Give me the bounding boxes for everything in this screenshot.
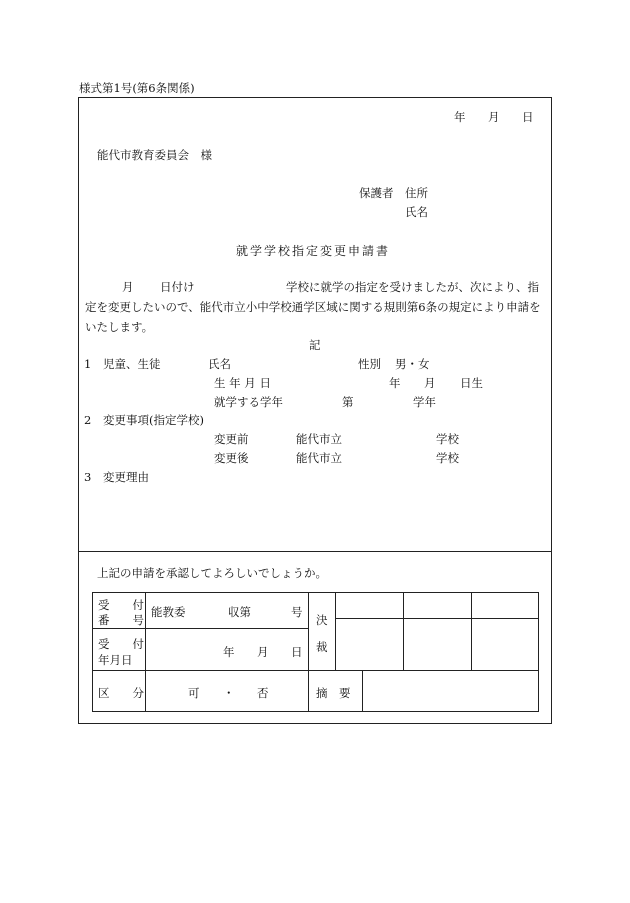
item2-after-school: 学校 (436, 451, 459, 465)
item2-before-school: 学校 (436, 432, 459, 446)
approval-col-line-4 (403, 592, 404, 670)
item2-after-city: 能代市立 (296, 451, 342, 465)
category-label: 区 分 (98, 686, 144, 700)
document-title: 就学学校指定変更申請書 (236, 244, 391, 258)
receipt-date-label-2: 年月日 (98, 653, 133, 667)
addressee: 能代市教育委員会 様 (97, 148, 212, 162)
receipt-date-year: 年 (223, 645, 235, 659)
item1-name-label: 氏名 (208, 357, 231, 371)
item1-sex-label: 性別 (358, 357, 381, 371)
decision-label-1: 決 (316, 613, 328, 627)
body-day-dated: 日付け (160, 280, 195, 294)
approval-col-line-1 (145, 592, 146, 712)
approval-col-line-6 (362, 670, 363, 712)
item2-before-label: 変更前 (214, 432, 249, 446)
category-value-dot: ・ (223, 686, 235, 700)
approval-row-line-2 (92, 670, 539, 671)
receipt-date-month: 月 (257, 645, 269, 659)
guardian-label: 保護者 (359, 186, 394, 200)
item3-number: 3 (84, 470, 92, 484)
approval-col-line-2 (308, 592, 309, 712)
item1-grade-label: 就学する学年 (214, 395, 283, 409)
summary-label: 摘 要 (316, 686, 351, 700)
item2-number: 2 (84, 413, 92, 427)
decision-row-line (335, 618, 539, 619)
item1-birth-month: 月 (424, 376, 436, 390)
item1-label: 児童、生徒 (103, 357, 161, 371)
approval-row-line-1 (92, 628, 308, 629)
approval-col-line-3 (335, 592, 336, 670)
decision-label-2: 裁 (316, 640, 328, 654)
category-value-deny: 否 (257, 686, 269, 700)
guardian-name-label: 氏名 (405, 205, 428, 219)
item1-birth-day: 日生 (460, 376, 483, 390)
item3-label: 変更理由 (103, 470, 149, 484)
item1-birth-year: 年 (389, 376, 401, 390)
guardian-address-label: 住所 (405, 186, 428, 200)
section-divider (78, 551, 552, 552)
receipt-date-label-1: 受 付 (98, 637, 144, 651)
item1-grade-suffix: 学年 (413, 395, 436, 409)
category-value-approve: 可 (188, 686, 200, 700)
receipt-no-label-1: 受 付 (98, 598, 144, 612)
receipt-no-label-2: 番 号 (98, 613, 144, 627)
receipt-no-prefix: 能教委 (151, 605, 186, 619)
item1-birth-label: 生 年 月 日 (214, 376, 271, 390)
receipt-date-day: 日 (291, 645, 303, 659)
item1-number: 1 (84, 357, 92, 371)
approval-col-line-5 (471, 592, 472, 670)
approval-question: 上記の申請を承認してよろしいでしょうか。 (97, 566, 327, 580)
date-month: 月 (488, 110, 500, 124)
ki-label: 記 (309, 338, 321, 352)
item1-sex-options: 男・女 (395, 357, 430, 371)
item2-label: 変更事項(指定学校) (103, 413, 204, 427)
receipt-no-mid: 収第 (228, 605, 251, 619)
body-month: 月 (122, 280, 134, 294)
body-sentence-1: 学校に就学の指定を受けましたが、次により、指 (286, 280, 539, 294)
date-day: 日 (522, 110, 534, 124)
item1-grade-prefix: 第 (342, 395, 354, 409)
body-sentence-2: 定を変更したいので、能代市立小中学校通学区域に関する規則第6条の規定により申請を (85, 300, 541, 314)
item2-after-label: 変更後 (214, 451, 249, 465)
form-number: 様式第1号(第6条関係) (79, 81, 195, 95)
receipt-no-suffix: 号 (291, 605, 303, 619)
body-sentence-3: いたします。 (85, 320, 154, 334)
date-year: 年 (454, 110, 466, 124)
item2-before-city: 能代市立 (296, 432, 342, 446)
